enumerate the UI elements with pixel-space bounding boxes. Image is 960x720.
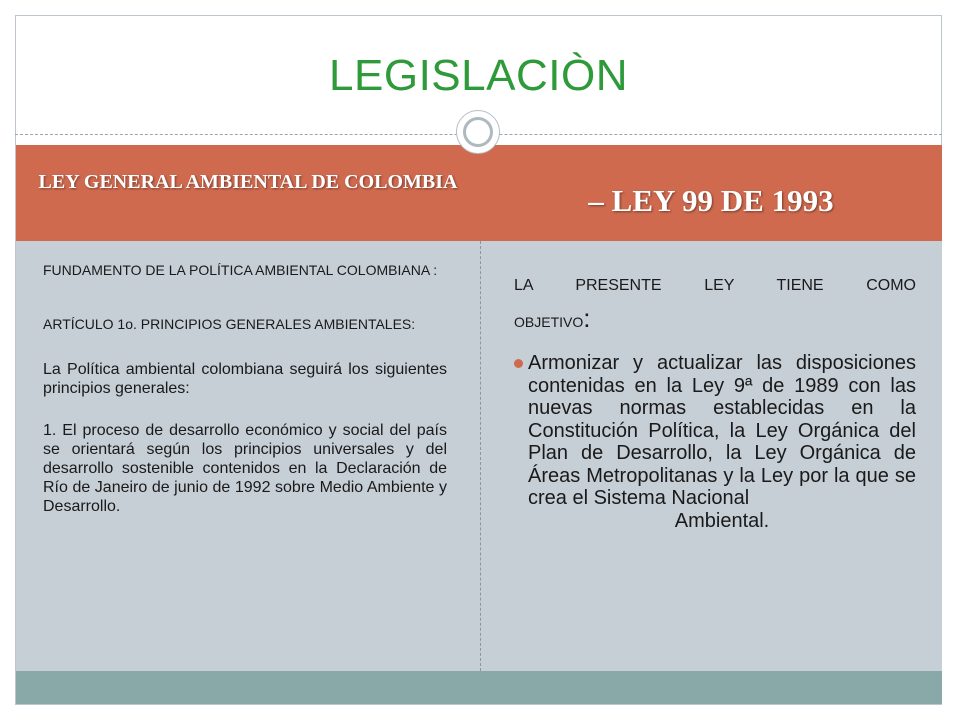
slide-title: LEGISLACIÒN bbox=[329, 51, 628, 100]
left-paragraph-4: 1. El proceso de desarrollo económico y social del país se orientará según los principios universales y del desarrollo sostenible contenidos en la Declaración de Río de Janeiro de junio de 1992 sobre Medio Ambiente y Desarrollo. bbox=[43, 422, 447, 515]
right-column bbox=[514, 276, 916, 532]
bullet-dot-icon bbox=[514, 359, 523, 368]
objective-line-2 bbox=[514, 303, 916, 333]
footer-band bbox=[16, 671, 942, 704]
left-paragraph-1: FUNDAMENTO DE LA POLÍTICA AMBIENTAL COLOMBIANA : bbox=[43, 262, 438, 278]
left-paragraph-3: La Política ambiental colombiana seguirá los siguientes principios generales: bbox=[43, 361, 447, 397]
bullet-item bbox=[514, 352, 916, 532]
left-paragraph-2: ARTÍCULO 1o. PRINCIPIOS GENERALES AMBIENTALES: bbox=[43, 316, 416, 332]
left-column bbox=[43, 262, 447, 516]
right-column-header: – LEY 99 DE 1993 bbox=[588, 183, 834, 218]
objective-line-1: LA PRESENTE LEY TIENE COMO bbox=[514, 277, 916, 294]
bullet-text: Armonizar y actualizar las disposiciones contenidas en la Ley 9ª de 1989 con las nuevas normas establecidas en la Constitución Política, la Ley Orgánica del Plan de Desarrollo, la Ley Orgánica de Áreas Metropolitanas y la Ley por la que se crea el Sistema Nacional bbox=[528, 352, 916, 509]
column-divider bbox=[480, 241, 481, 671]
objective-label: OBJETIVO bbox=[514, 314, 584, 330]
objective-colon: : bbox=[583, 303, 591, 333]
bullet-text-last-line: Ambiental. bbox=[674, 509, 770, 532]
circle-ornament-icon bbox=[456, 110, 500, 154]
left-column-header: LEY GENERAL AMBIENTAL DE COLOMBIA bbox=[38, 171, 458, 193]
